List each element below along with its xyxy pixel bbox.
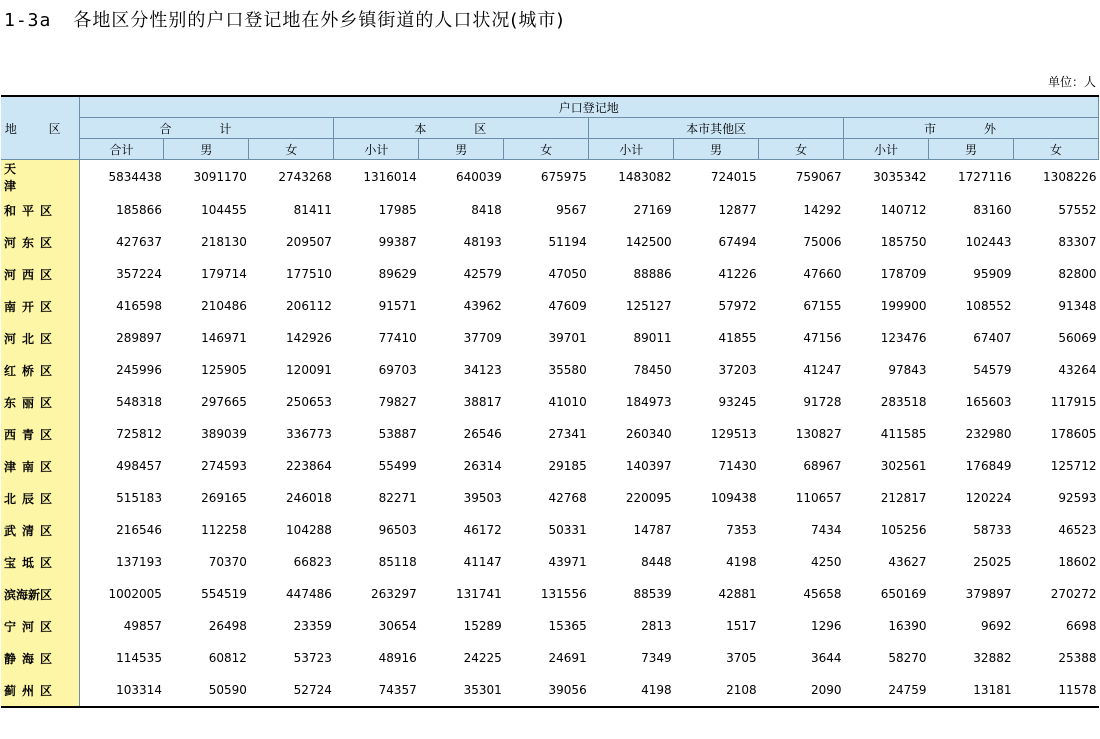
cell-value: 650169: [880, 587, 927, 601]
cell-value: 27169: [633, 203, 672, 217]
cell-value: 47050: [548, 267, 587, 281]
cell-value: 103314: [79, 674, 164, 707]
cell-value: 120224: [965, 491, 1012, 505]
cell-value: 25025: [973, 555, 1012, 569]
region-name: 武清区: [1, 514, 79, 546]
cell-value: 46172: [463, 523, 502, 537]
cell-value: 185866: [116, 203, 162, 217]
cell-value: 38817: [463, 395, 502, 409]
cell-value: 42881: [718, 587, 757, 601]
cell-value: 17985: [378, 203, 417, 217]
cell-value: 4198: [726, 555, 757, 569]
cell-value: 30654: [378, 619, 417, 633]
sub-column-header: 小计: [334, 139, 419, 160]
cell-value: 8448: [641, 555, 672, 569]
cell-value: 54579: [973, 363, 1012, 377]
cell-value: 104288: [286, 523, 332, 537]
sub-column-header: 女: [249, 139, 334, 160]
cell-value: 336773: [286, 427, 332, 441]
section-header-other-district: 本市其他区: [589, 118, 844, 139]
cell-value: 724015: [710, 170, 757, 184]
region-name: 南开区: [1, 290, 79, 322]
region-name: 宁河区: [1, 610, 79, 642]
cell-value: 131556: [540, 587, 587, 601]
region-name: 河北区: [1, 322, 79, 354]
table-row: [1, 674, 1099, 707]
cell-value: 104455: [201, 203, 247, 217]
cell-value: 548318: [116, 395, 162, 409]
cell-value: 498457: [116, 459, 162, 473]
cell-value: 42768: [548, 491, 587, 505]
cell-value: 1308226: [1043, 170, 1097, 184]
cell-value: 53887: [378, 427, 417, 441]
cell-value: 47156: [803, 331, 842, 345]
table-row: [1, 386, 1099, 418]
region-name: 河西区: [1, 258, 79, 290]
sub-column-header: 女: [759, 139, 844, 160]
cell-value: 83160: [973, 203, 1012, 217]
cell-value: 55499: [378, 459, 417, 473]
cell-value: 250653: [286, 395, 332, 409]
cell-value: 96503: [378, 523, 417, 537]
cell-value: 7353: [726, 523, 757, 537]
cell-value: 57552: [1058, 203, 1097, 217]
sub-column-header: 女: [1013, 139, 1098, 160]
cell-value: 14787: [633, 523, 672, 537]
sub-column-header: 小计: [844, 139, 929, 160]
cell-value: 109438: [710, 491, 757, 505]
cell-value: 274593: [201, 459, 247, 473]
cell-value: 56069: [1058, 331, 1097, 345]
cell-value: 269165: [201, 491, 247, 505]
cell-value: 176849: [965, 459, 1012, 473]
cell-value: 3644: [811, 651, 842, 665]
cell-value: 117915: [1050, 395, 1097, 409]
cell-value: 23359: [293, 619, 332, 633]
cell-value: 179714: [201, 267, 247, 281]
table-row: [1, 258, 1099, 290]
cell-value: 27341: [548, 427, 587, 441]
cell-value: 263297: [371, 587, 417, 601]
cell-value: 48193: [463, 235, 502, 249]
cell-value: 427637: [116, 235, 162, 249]
cell-value: 178709: [880, 267, 927, 281]
cell-value: 218130: [201, 235, 247, 249]
cell-value: 82800: [1058, 267, 1097, 281]
cell-value: 26498: [208, 619, 247, 633]
cell-value: 67494: [718, 235, 757, 249]
sub-column-header: 合计: [79, 139, 164, 160]
cell-value: 178605: [1050, 427, 1097, 441]
cell-value: 45658: [803, 587, 842, 601]
cell-value: 1727116: [958, 170, 1012, 184]
cell-value: 245996: [116, 363, 162, 377]
cell-value: 210486: [201, 299, 247, 313]
section-header-same-district: 本 区: [334, 118, 589, 139]
cell-value: 74357: [334, 674, 419, 707]
table-row: [1, 322, 1099, 354]
cell-value: 78450: [633, 363, 672, 377]
cell-value: 39056: [504, 674, 589, 707]
region-column-header: 地 区: [1, 96, 79, 160]
cell-value: 130827: [795, 427, 842, 441]
cell-value: 99387: [378, 235, 417, 249]
cell-value: 39503: [463, 491, 502, 505]
table-row: [1, 578, 1099, 610]
cell-value: 112258: [201, 523, 247, 537]
cell-value: 142500: [625, 235, 672, 249]
cell-value: 7349: [641, 651, 672, 665]
cell-value: 212817: [880, 491, 927, 505]
cell-value: 2813: [641, 619, 672, 633]
table-number: 1-3a: [4, 10, 52, 31]
page-title: [4, 6, 564, 32]
cell-value: 357224: [116, 267, 162, 281]
cell-value: 246018: [286, 491, 332, 505]
cell-value: 9567: [556, 203, 587, 217]
cell-value: 66823: [293, 555, 332, 569]
cell-value: 125712: [1050, 459, 1097, 473]
cell-value: 88539: [633, 587, 672, 601]
cell-value: 82271: [378, 491, 417, 505]
cell-value: 47660: [803, 267, 842, 281]
region-name: 天 津: [1, 160, 79, 195]
cell-value: 91728: [803, 395, 842, 409]
cell-value: 43627: [888, 555, 927, 569]
cell-value: 140397: [625, 459, 672, 473]
cell-value: 725812: [116, 427, 162, 441]
registration-group-header: 户口登记地: [79, 96, 1099, 118]
cell-value: 5834438: [108, 170, 162, 184]
cell-value: 83307: [1058, 235, 1097, 249]
cell-value: 43962: [463, 299, 502, 313]
table-row: [1, 514, 1099, 546]
sub-column-header: 男: [164, 139, 249, 160]
cell-value: 41226: [718, 267, 757, 281]
cell-value: 3705: [726, 651, 757, 665]
cell-value: 447486: [286, 587, 332, 601]
table-row: [1, 482, 1099, 514]
cell-value: 26314: [463, 459, 502, 473]
cell-value: 75006: [803, 235, 842, 249]
table-row: [1, 226, 1099, 258]
section-header-total: 合 计: [79, 118, 334, 139]
cell-value: 759067: [795, 170, 842, 184]
cell-value: 1002005: [108, 587, 162, 601]
cell-value: 26546: [463, 427, 502, 441]
cell-value: 58270: [888, 651, 927, 665]
cell-value: 43971: [548, 555, 587, 569]
table-row: [1, 354, 1099, 386]
cell-value: 48916: [378, 651, 417, 665]
cell-value: 4198: [589, 674, 674, 707]
cell-value: 24225: [463, 651, 502, 665]
cell-value: 216546: [116, 523, 162, 537]
cell-value: 37203: [718, 363, 757, 377]
cell-value: 379897: [965, 587, 1012, 601]
region-name: 北辰区: [1, 482, 79, 514]
table-row: [1, 160, 1099, 195]
cell-value: 50590: [164, 674, 249, 707]
cell-value: 92593: [1058, 491, 1097, 505]
cell-value: 37709: [463, 331, 502, 345]
cell-value: 4250: [811, 555, 842, 569]
table-row: [1, 290, 1099, 322]
cell-value: 29185: [548, 459, 587, 473]
cell-value: 67155: [803, 299, 842, 313]
cell-value: 77410: [378, 331, 417, 345]
cell-value: 232980: [965, 427, 1012, 441]
cell-value: 640039: [455, 170, 502, 184]
table-row: [1, 610, 1099, 642]
sub-column-header: 男: [674, 139, 759, 160]
section-header-outside-city: 市 外: [844, 118, 1099, 139]
cell-value: 9692: [980, 619, 1012, 633]
cell-value: 35301: [419, 674, 504, 707]
cell-value: 25388: [1058, 651, 1097, 665]
cell-value: 137193: [116, 555, 162, 569]
cell-value: 18602: [1058, 555, 1097, 569]
cell-value: 34123: [463, 363, 502, 377]
table-row: [1, 450, 1099, 482]
cell-value: 24759: [844, 674, 929, 707]
cell-value: 41147: [463, 555, 502, 569]
cell-value: 81411: [293, 203, 332, 217]
sub-column-header: 小计: [589, 139, 674, 160]
cell-value: 95909: [973, 267, 1012, 281]
table-row: [1, 546, 1099, 578]
cell-value: 47609: [548, 299, 587, 313]
cell-value: 50331: [548, 523, 587, 537]
cell-value: 1316014: [363, 170, 417, 184]
cell-value: 209507: [286, 235, 332, 249]
cell-value: 41247: [803, 363, 842, 377]
cell-value: 2090: [759, 674, 844, 707]
sub-column-header: 男: [419, 139, 504, 160]
table-title: 各地区分性别的户口登记地在外乡镇街道的人口状况(城市): [73, 10, 565, 31]
cell-value: 123476: [880, 331, 927, 345]
cell-value: 41855: [718, 331, 757, 345]
cell-value: 108552: [965, 299, 1012, 313]
region-name: 红桥区: [1, 354, 79, 386]
cell-value: 120091: [286, 363, 332, 377]
cell-value: 554519: [201, 587, 247, 601]
region-name: 宝坻区: [1, 546, 79, 578]
cell-value: 89629: [378, 267, 417, 281]
cell-value: 3091170: [193, 170, 247, 184]
cell-value: 389039: [201, 427, 247, 441]
cell-value: 3035342: [873, 170, 927, 184]
cell-value: 91571: [378, 299, 417, 313]
cell-value: 70370: [208, 555, 247, 569]
cell-value: 125905: [201, 363, 247, 377]
cell-value: 114535: [116, 651, 162, 665]
cell-value: 297665: [201, 395, 247, 409]
cell-value: 289897: [116, 331, 162, 345]
cell-value: 223864: [286, 459, 332, 473]
cell-value: 41010: [548, 395, 587, 409]
cell-value: 199900: [880, 299, 927, 313]
cell-value: 52724: [249, 674, 334, 707]
cell-value: 131741: [455, 587, 502, 601]
region-name: 西青区: [1, 418, 79, 450]
cell-value: 416598: [116, 299, 162, 313]
cell-value: 57972: [718, 299, 757, 313]
cell-value: 270272: [1050, 587, 1097, 601]
region-name: 津南区: [1, 450, 79, 482]
cell-value: 206112: [286, 299, 332, 313]
cell-value: 12877: [718, 203, 757, 217]
cell-value: 79827: [378, 395, 417, 409]
cell-value: 97843: [888, 363, 927, 377]
table-row: [1, 418, 1099, 450]
cell-value: 15289: [463, 619, 502, 633]
region-name: 河东区: [1, 226, 79, 258]
cell-value: 39701: [548, 331, 587, 345]
cell-value: 302561: [880, 459, 927, 473]
cell-value: 177510: [286, 267, 332, 281]
cell-value: 165603: [965, 395, 1012, 409]
cell-value: 140712: [880, 203, 927, 217]
cell-value: 24691: [548, 651, 587, 665]
cell-value: 11578: [1013, 674, 1098, 707]
cell-value: 43264: [1058, 363, 1097, 377]
cell-value: 260340: [625, 427, 672, 441]
cell-value: 35580: [548, 363, 587, 377]
cell-value: 16390: [888, 619, 927, 633]
region-name: 和平区: [1, 194, 79, 226]
cell-value: 129513: [710, 427, 757, 441]
cell-value: 1296: [811, 619, 842, 633]
cell-value: 32882: [973, 651, 1012, 665]
cell-value: 220095: [625, 491, 672, 505]
cell-value: 53723: [293, 651, 332, 665]
cell-value: 89011: [633, 331, 672, 345]
cell-value: 675975: [540, 170, 587, 184]
cell-value: 46523: [1058, 523, 1097, 537]
cell-value: 110657: [795, 491, 842, 505]
region-name: 蓟州区: [1, 674, 79, 707]
cell-value: 58733: [973, 523, 1012, 537]
region-name: 滨海新区: [1, 578, 79, 610]
cell-value: 146971: [201, 331, 247, 345]
region-name: 东丽区: [1, 386, 79, 418]
table-row: [1, 642, 1099, 674]
cell-value: 42579: [463, 267, 502, 281]
cell-value: 85118: [378, 555, 417, 569]
cell-value: 2743268: [278, 170, 332, 184]
cell-value: 1483082: [618, 170, 672, 184]
cell-value: 283518: [880, 395, 927, 409]
population-table: [1, 95, 1099, 708]
cell-value: 14292: [803, 203, 842, 217]
cell-value: 7434: [811, 523, 842, 537]
cell-value: 68967: [803, 459, 842, 473]
sub-column-header: 女: [504, 139, 589, 160]
cell-value: 71430: [718, 459, 757, 473]
cell-value: 93245: [718, 395, 757, 409]
cell-value: 60812: [208, 651, 247, 665]
cell-value: 51194: [548, 235, 587, 249]
cell-value: 15365: [548, 619, 587, 633]
cell-value: 6698: [1065, 619, 1097, 633]
cell-value: 8418: [471, 203, 502, 217]
sub-column-header: 男: [929, 139, 1014, 160]
cell-value: 142926: [286, 331, 332, 345]
cell-value: 13181: [929, 674, 1014, 707]
cell-value: 185750: [880, 235, 927, 249]
unit-label: 单位：人: [1047, 75, 1096, 89]
cell-value: 2108: [674, 674, 759, 707]
cell-value: 91348: [1058, 299, 1097, 313]
cell-value: 1517: [726, 619, 757, 633]
cell-value: 102443: [965, 235, 1012, 249]
cell-value: 69703: [378, 363, 417, 377]
cell-value: 515183: [116, 491, 162, 505]
cell-value: 88886: [633, 267, 672, 281]
cell-value: 184973: [625, 395, 672, 409]
cell-value: 411585: [880, 427, 927, 441]
region-name: 静海区: [1, 642, 79, 674]
cell-value: 67407: [973, 331, 1012, 345]
cell-value: 125127: [625, 299, 672, 313]
cell-value: 49857: [123, 619, 162, 633]
table-row: [1, 194, 1099, 226]
cell-value: 105256: [880, 523, 927, 537]
